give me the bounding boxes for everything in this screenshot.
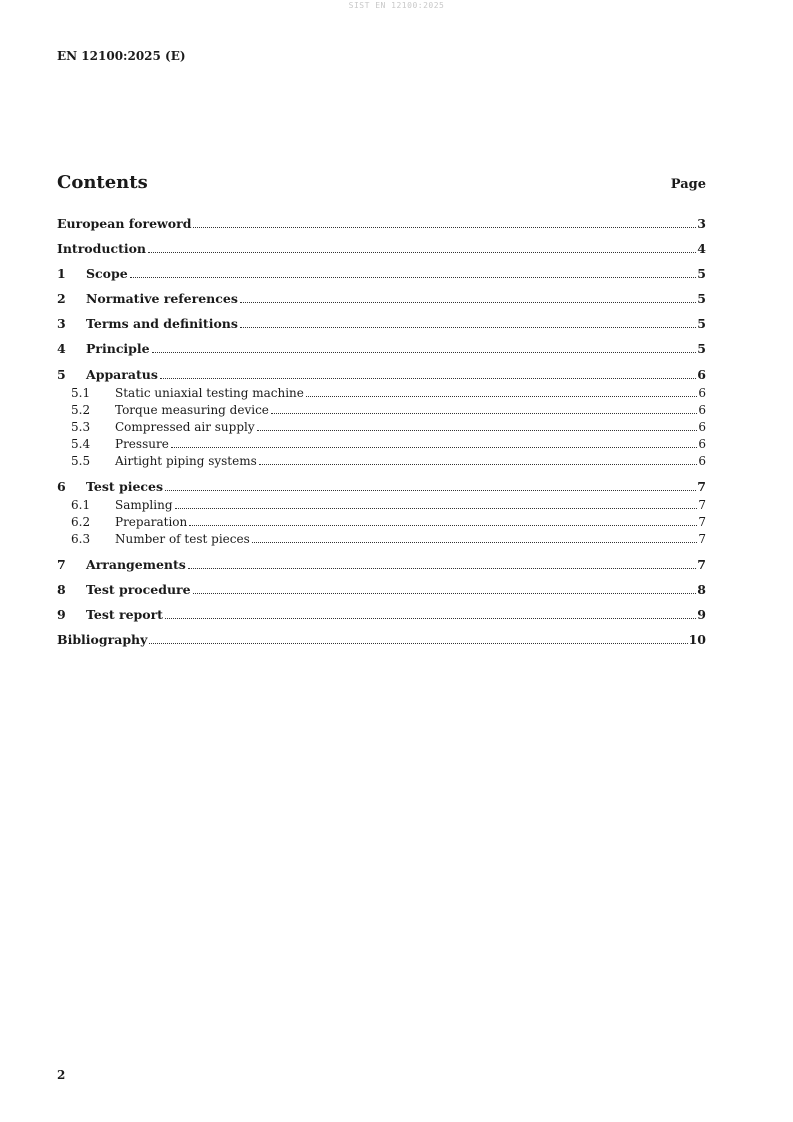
toc-entry-page: 7 [697,556,706,572]
toc-leader-dots [252,542,698,543]
toc-leader-dots [149,643,687,644]
toc-leader-dots [193,593,697,594]
toc-entry-number: 6.1 [71,497,91,512]
toc-entry-title: Torque measuring device [115,402,269,417]
toc-entry-page: 10 [688,632,706,648]
toc-entry-test-procedure[interactable] [57,582,706,607]
toc-subentry-pressure[interactable] [57,437,706,454]
toc-entry-title: Airtight piping systems [115,453,257,468]
toc-entry-number: 6.2 [71,514,91,529]
toc-entry-introduction[interactable] [57,241,706,266]
toc-entry-title: Sampling [115,497,173,512]
table-of-contents [57,216,706,657]
toc-subentry-number-of-test-pieces[interactable] [57,532,706,549]
toc-subentry-compressed-air-supply[interactable] [57,420,706,437]
toc-entry-title: Test pieces [86,478,164,494]
toc-entry-title: Principle [86,341,150,357]
toc-entry-page: 6 [698,385,706,400]
toc-entry-title: Number of test pieces [115,531,250,546]
toc-entry-page: 5 [697,341,706,357]
toc-entry-number: 4 [57,341,66,357]
toc-entry-number: 1 [57,266,66,282]
toc-leader-dots [165,618,696,619]
toc-entry-european-foreword[interactable] [57,216,706,241]
toc-subentry-static-uniaxial-testing-machine[interactable] [57,386,706,403]
toc-leader-dots [148,252,696,253]
toc-entry-title: Arrangements [86,556,186,572]
toc-entry-number: 5.5 [71,453,91,468]
footer-page-number: 2 [57,1068,66,1082]
toc-entry-number: 5.1 [71,385,91,400]
toc-entry-bibliography[interactable] [57,632,706,657]
toc-entry-page: 7 [698,514,706,529]
toc-subentry-preparation[interactable] [57,515,706,532]
watermark-text: SIST EN 12100:2025 [348,1,445,10]
toc-entry-arrangements[interactable] [57,557,706,582]
toc-leader-dots [257,430,698,431]
toc-entry-page: 8 [697,581,706,597]
toc-entry-page: 5 [697,316,706,332]
toc-leader-dots [193,227,696,228]
toc-leader-dots [240,327,696,328]
toc-entry-normative-references[interactable] [57,291,706,316]
toc-entry-page: 7 [698,497,706,512]
toc-leader-dots [160,378,696,379]
toc-entry-title: Test report [86,606,163,622]
toc-leader-dots [306,396,697,397]
toc-leader-dots [152,352,697,353]
toc-entry-title: Bibliography [57,632,148,648]
toc-entry-page: 7 [697,478,706,494]
toc-entry-title: Introduction [57,241,147,257]
toc-entry-number: 3 [57,316,66,332]
toc-entry-title: Scope [86,266,128,282]
toc-entry-scope[interactable] [57,266,706,291]
toc-entry-title: Pressure [115,436,169,451]
toc-leader-dots [130,277,697,278]
toc-subentry-airtight-piping-systems[interactable] [57,454,706,471]
page-column-heading: Page [670,177,706,192]
toc-entry-number: 7 [57,556,66,572]
toc-entry-page: 6 [698,402,706,417]
contents-heading: Contents [57,172,148,193]
toc-entry-terms-and-definitions[interactable] [57,316,706,341]
toc-entry-page: 5 [697,291,706,307]
toc-entry-title: Static uniaxial testing machine [115,385,304,400]
toc-leader-dots [189,525,697,526]
toc-entry-number: 5 [57,366,66,382]
toc-entry-page: 6 [698,419,706,434]
document-id-header: EN 12100:2025 (E) [57,49,186,63]
toc-entry-page: 6 [697,366,706,382]
toc-entry-page: 6 [698,436,706,451]
toc-entry-test-report[interactable] [57,607,706,632]
toc-entry-title: Normative references [86,291,238,307]
toc-leader-dots [271,413,697,414]
toc-leader-dots [175,508,698,509]
toc-entry-number: 9 [57,606,66,622]
toc-entry-number: 8 [57,581,66,597]
toc-entry-title: European foreword [57,216,192,231]
toc-leader-dots [165,490,696,491]
toc-entry-number: 6 [57,478,66,494]
toc-entry-page: 9 [697,606,706,622]
toc-leader-dots [171,447,698,448]
toc-entry-title: Test procedure [86,581,191,597]
toc-entry-page: 6 [698,453,706,468]
toc-entry-page: 5 [697,266,706,282]
toc-leader-dots [259,464,698,465]
toc-entry-page: 7 [698,531,706,546]
toc-entry-number: 6.3 [71,531,91,546]
toc-entry-number: 5.4 [71,436,91,451]
toc-entry-principle[interactable] [57,341,706,366]
toc-subentry-sampling[interactable] [57,498,706,515]
toc-entry-title: Preparation [115,514,188,529]
toc-entry-number: 5.3 [71,419,91,434]
toc-entry-title: Compressed air supply [115,419,255,434]
toc-entry-number: 5.2 [71,402,91,417]
toc-entry-number: 2 [57,291,66,307]
toc-subentry-torque-measuring-device[interactable] [57,403,706,420]
toc-leader-dots [188,568,696,569]
toc-leader-dots [240,302,696,303]
toc-entry-page: 4 [697,241,706,257]
toc-entry-title: Apparatus [86,366,158,382]
toc-entry-title: Terms and definitions [86,316,238,332]
toc-entry-page: 3 [697,216,706,231]
